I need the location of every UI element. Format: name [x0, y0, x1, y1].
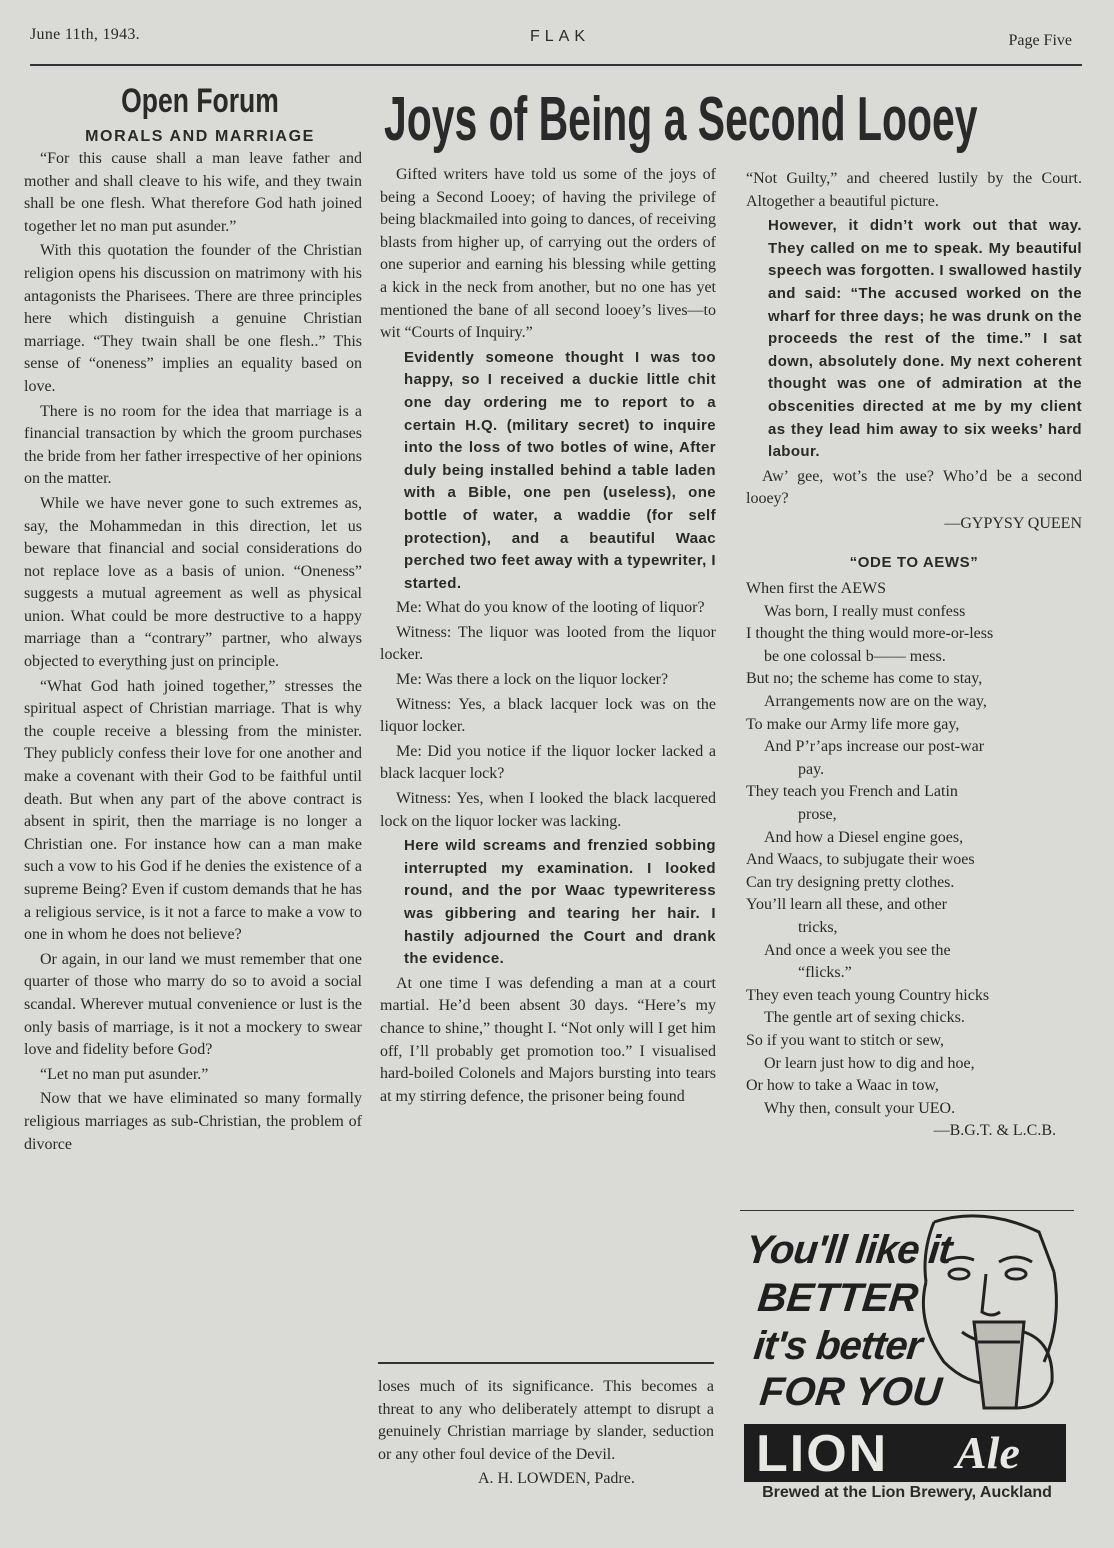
ode-line: So if you want to stitch or sew, [746, 1031, 945, 1049]
looey-paragraph: Gifted writers have told us some of the joys of being a Second Looey; of having the privilege of being blackmailed into going to dances, of receiving blasts from higher up, of carrying out the orders of one superior and earning his blessing while getting a kick in the neck from another, but no one has yet mentioned the bane of all second looey’s lives—to wit “Courts of Inquiry.” [380, 166, 716, 342]
lion-brand-banner [744, 1424, 1066, 1482]
looey-paragraph: Here wild screams and frenzied sobbing interrupted my examination. I looked round, and the por Waac typewriteress was gibbering and tearing her hair. I hastily adjourned the Court and drank the evidence. [404, 837, 716, 968]
open-forum-title: Open Forum [121, 82, 279, 120]
forum-paragraph: Now that we have eliminated so many formally religious marriages as sub-Christian, the problem of divorce [24, 1090, 362, 1153]
issue-date: June 11th, 1943. [30, 26, 140, 43]
looey-headline: Joys of Being a Second Looey [384, 85, 978, 154]
forum-paragraph: With this quotation the founder of the Christian religion opens his discussion on matrimony with his antagonists the Pharisees. There are three principles here which distinguish a genuine Christian marriage. “They twain shall be one flesh..” This sense of “oneness” implies an equality based on love. [24, 242, 362, 395]
forum-paragraph: Or again, in our land we must remember that one quarter of those who marry do so to avoid a social scandal. Wherever mutual convenience or lust is the only basis of marriage, is it not a mockery to swear love and fidelity before God? [24, 950, 362, 1059]
looey-paragraph: Witness: The liquor was looted from the liquor locker. [380, 623, 716, 664]
ode-line: When first the AEWS [746, 580, 886, 598]
ode-line: Or learn just how to dig and hoe, [764, 1054, 975, 1072]
ode-line: pay. [798, 760, 825, 778]
header-rule [30, 64, 1082, 66]
ode-line: You’ll learn all these, and other [746, 896, 947, 914]
lion-ale-advertisement [736, 1212, 1072, 1512]
looey-paragraph: Witness: Yes, when I looked the black lacquered lock on the liquor locker was lacking. [380, 790, 716, 830]
forum-paragraph: “For this cause shall a man leave father and mother and shall cleave to his wife, and they twain shall be one flesh. What therefore God hath joined together let no man put asunder.” [24, 150, 362, 235]
ode-line: To make our Army life more gay, [746, 715, 960, 733]
ode-line: And Waacs, to subjugate their woes [746, 851, 975, 869]
brand-ale: Ale [956, 1427, 1020, 1478]
ode-line: Arrangements now are on the way, [764, 693, 987, 711]
open-forum-subtitle: MORALS AND MARRIAGE [85, 128, 315, 145]
ode-line: Or how to take a Waac in tow, [746, 1077, 939, 1095]
ode-line: Can try designing pretty clothes. [746, 873, 955, 891]
forum-paragraph: “Let no man put asunder.” [40, 1065, 209, 1083]
page-number: Page Five [1008, 32, 1072, 49]
looey-paragraph: Me: Was there a lock on the liquor locker? [396, 671, 669, 689]
man-with-glass-illustration [904, 1212, 1064, 1412]
forum-signature: A. H. LOWDEN, Padre. [478, 1470, 635, 1488]
ode-line: Was born, I really must confess [764, 602, 966, 620]
ode-line: And how a Diesel engine goes, [764, 828, 964, 846]
ode-line: be one colossal b—— mess. [764, 647, 946, 665]
ode-line: “flicks.” [798, 964, 852, 982]
ode-line: But no; the scheme has come to stay, [746, 670, 983, 688]
ode-line: They even teach young Country hicks [746, 986, 990, 1004]
ode-line: They teach you French and Latin [746, 783, 958, 801]
ad-brewed-line: Brewed at the Lion Brewery, Auckland [762, 1484, 1052, 1501]
looey-paragraph: Witness: Yes, a black lacquer lock was on the liquor locker. [380, 695, 716, 736]
page-header [30, 24, 1082, 64]
brand-lion: LION [756, 1425, 889, 1483]
ad-slogan-line4: FOR YOU [757, 1370, 944, 1414]
forum-continuation-text: loses much of its significance. This becomes a threat to any who deliberately attempt to disrupt a genuinely Christian marriage by slander, seduction or any other foul device of the Devil. [378, 1378, 714, 1463]
looey-signature: —GYPYSY QUEEN [944, 514, 1082, 532]
ode-line: prose, [798, 806, 837, 824]
open-forum-article [24, 148, 362, 1158]
looey-paragraph: “Not Guilty,” and cheered lustily by the Court. Altogether a beautiful picture. [746, 170, 1082, 210]
ode-line: tricks, [798, 919, 838, 936]
ode-line: The gentle art of sexing chicks. [764, 1009, 965, 1027]
ode-signature: —B.G.T. & L.C.B. [933, 1122, 1056, 1140]
masthead: FLAK [530, 28, 591, 45]
ode-title: “ODE TO AEWS” [849, 553, 979, 571]
ad-slogan-line2: BETTER [755, 1276, 921, 1320]
ode-poem [746, 578, 1082, 1120]
looey-paragraph: Me: Did you notice if the liquor locker lacked a black lacquer lock? [380, 742, 716, 783]
column-separator [378, 1362, 714, 1364]
looey-article-column [380, 164, 716, 1110]
ode-line: And P’r’aps increase our post-war [764, 738, 985, 756]
ad-slogan-line3: it's better [751, 1324, 924, 1368]
looey-paragraph: Me: What do you know of the looting of liquor? [396, 599, 705, 617]
ode-line: I thought the thing would more-or-less [746, 625, 994, 643]
forum-paragraph: “What God hath joined together,” stresses the spiritual aspect of Christian marriage. That is why the couple receive a blessing from the minister. They publicly confess their love for one another and make a covenant with their God to be faithful until death. But when any part of the above contract is absent in spirit, then the marriage is no longer a Christian one. For instance how can a man make such a vow to his God if he denies the existence of a supreme Being? Even if custom demands that he has a religious service, is it not a farce to make a vow to one in whom he does not believe? [24, 677, 362, 944]
ode-line: And once a week you see the [764, 941, 951, 959]
ode-line: Why then, consult your UEO. [764, 1099, 956, 1117]
forum-paragraph: While we have never gone to such extremes as, say, the Mohammedan in this direction, let us beware that financial and social considerations do not replace love as a basis of union. “Oneness” suggests a mutual agreement as well as physical union. What could be more destructive to a happy marriage than a “contrary” partner, who always objected to everything just on principle. [24, 494, 362, 671]
forum-paragraph: There is no room for the idea that marriage is a financial transaction by which the groom purchases the bride from her father irrespective of her opinions on the matter. [24, 402, 362, 488]
ad-slogan-line1: You'll like it [743, 1228, 954, 1272]
looey-paragraph: At one time I was defending a man at a court martial. He’d been absent 30 days. “Here’s my chance to shine,” thought I. “Not only will I get him off, I’ll probably get promotion too.” I visualised hard-boiled Colonels and Majors bursting into tears at my stirring defence, the prisoner being found [380, 974, 716, 1105]
looey-article-continued [746, 168, 1082, 1143]
looey-paragraph: However, it didn’t work out that way. They called on me to speak. My beautiful speech was forgotten. I swallowed hastily and said: “The accused worked on the wharf for three days; he was drunk on the proceeds the rest of the time.” I sat down, absolutely done. My next coherent thought was one of admiration at the obscenities directed at me by my client as they lead him away to six weeks’ hard labour. [768, 217, 1082, 461]
ad-top-rule [740, 1210, 1074, 1211]
open-forum-continuation [378, 1376, 714, 1493]
looey-paragraph: Aw’ gee, wot’s the use? Who’d be a second looey? [746, 467, 1082, 508]
looey-paragraph: Evidently someone thought I was too happy, so I received a duckie little chit one day ordering me to report to a certain H.Q. (military secret) to inquire into the loss of two botles of wine, After duly being installed behind a table laden with a Bible, one pen (useless), one bottle of water, a waddie (for self protection), and a beautiful Waac perched two feet away with a typewriter, I started. [404, 348, 716, 592]
